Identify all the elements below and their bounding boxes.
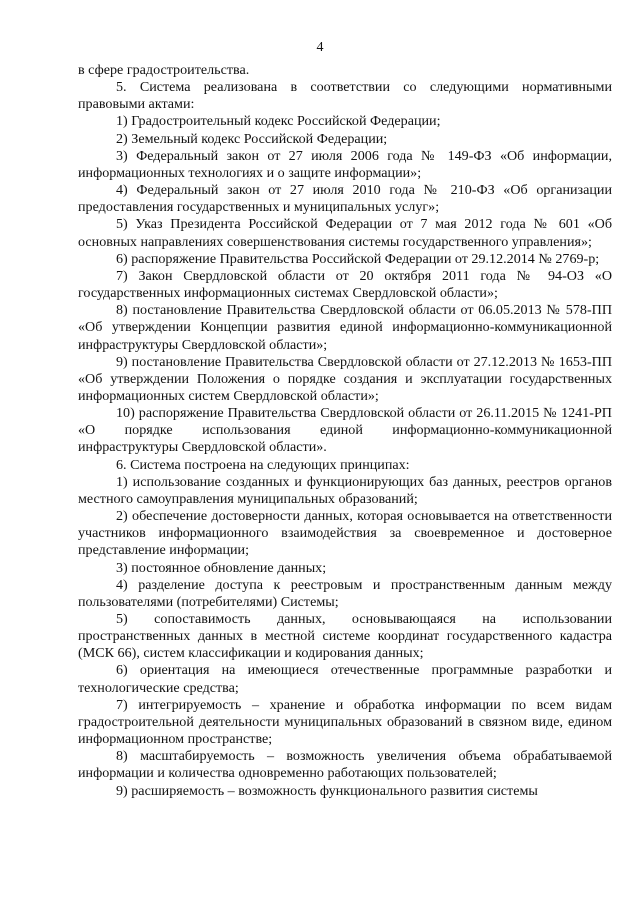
- paragraph: 6. Система построена на следующих принципах:: [116, 456, 410, 473]
- paragraph: 8) постановление Правительства Свердловской области от 06.05.2013 № 578-ПП «Об утверждении Концепции развития единой информационно-коммуникационной инфраструктуры Свердловской области»;: [78, 302, 612, 353]
- paragraph: 1) использование созданных и функционирующих баз данных, реестров органов местного самоуправления муниципальных образований;: [78, 473, 612, 507]
- page-number: 4: [316, 40, 324, 55]
- paragraph: 3) Федеральный закон от 27 июля 2006 года № 149-ФЗ «Об информации, информационных технологиях и о защите информации»;: [78, 147, 612, 181]
- paragraph: 5) Указ Президента Российской Федерации от 7 мая 2012 года № 601 «Об основных направлениях совершенствования системы государственного управления»;: [78, 216, 612, 250]
- paragraph: 4) разделение доступа к реестровым и пространственным данным между пользователями (потребителями) Системы;: [78, 576, 612, 610]
- paragraph: 6) ориентация на имеющиеся отечественные программные разработки и технологические средства;: [78, 662, 612, 696]
- paragraph: 10) распоряжение Правительства Свердловской области от 26.11.2015 № 1241-РП «О порядке использования единой информационно-коммуникационной инфраструктуры Свердловской области».: [78, 405, 612, 456]
- paragraph: 9) расширяемость – возможность функционального развития системы: [116, 782, 538, 799]
- paragraph: 7) Закон Свердловской области от 20 октября 2011 года № 94-ОЗ «О государственных информационных системах Свердловской области»;: [78, 267, 612, 302]
- paragraph: 2) обеспечение достоверности данных, которая основывается на ответственности участников информационного взаимодействия за своевременное и достоверное представление информации;: [78, 508, 612, 559]
- paragraph: 8) масштабируемость – возможность увеличения объема обрабатываемой информации и количества одновременно работающих пользователей;: [78, 748, 612, 782]
- paragraph: 4) Федеральный закон от 27 июля 2010 года № 210-ФЗ «Об организации предоставления государственных и муниципальных услуг»;: [78, 182, 612, 216]
- paragraph: 5. Система реализована в соответствии со следующими нормативными правовыми актами:: [78, 79, 612, 113]
- document-body: [78, 62, 612, 800]
- paragraph: 6) распоряжение Правительства Российской Федерации от 29.12.2014 № 2769-р;: [116, 250, 600, 267]
- paragraph: 7) интегрируемость – хранение и обработка информации по всем видам градостроительной деятельности муниципальных образований в связном виде, едином информационном пространстве;: [78, 696, 612, 748]
- paragraph: 1) Градостроительный кодекс Российской Федерации;: [116, 113, 441, 130]
- paragraph: 2) Земельный кодекс Российской Федерации;: [116, 130, 388, 147]
- paragraph: 5) сопоставимость данных, основывающаяся на использовании пространственных данных в местной системе координат государственного кадастра (МСК 66), систем классификации и кодирования данных;: [78, 611, 612, 662]
- paragraph: 3) постоянное обновление данных;: [116, 559, 327, 576]
- paragraph: 9) постановление Правительства Свердловской области от 27.12.2013 № 1653-ПП «Об утверждении Положения о порядке создания и эксплуатации государственных информационных систем Свердловской области»;: [78, 353, 612, 404]
- paragraph: в сфере градостроительства.: [78, 62, 250, 78]
